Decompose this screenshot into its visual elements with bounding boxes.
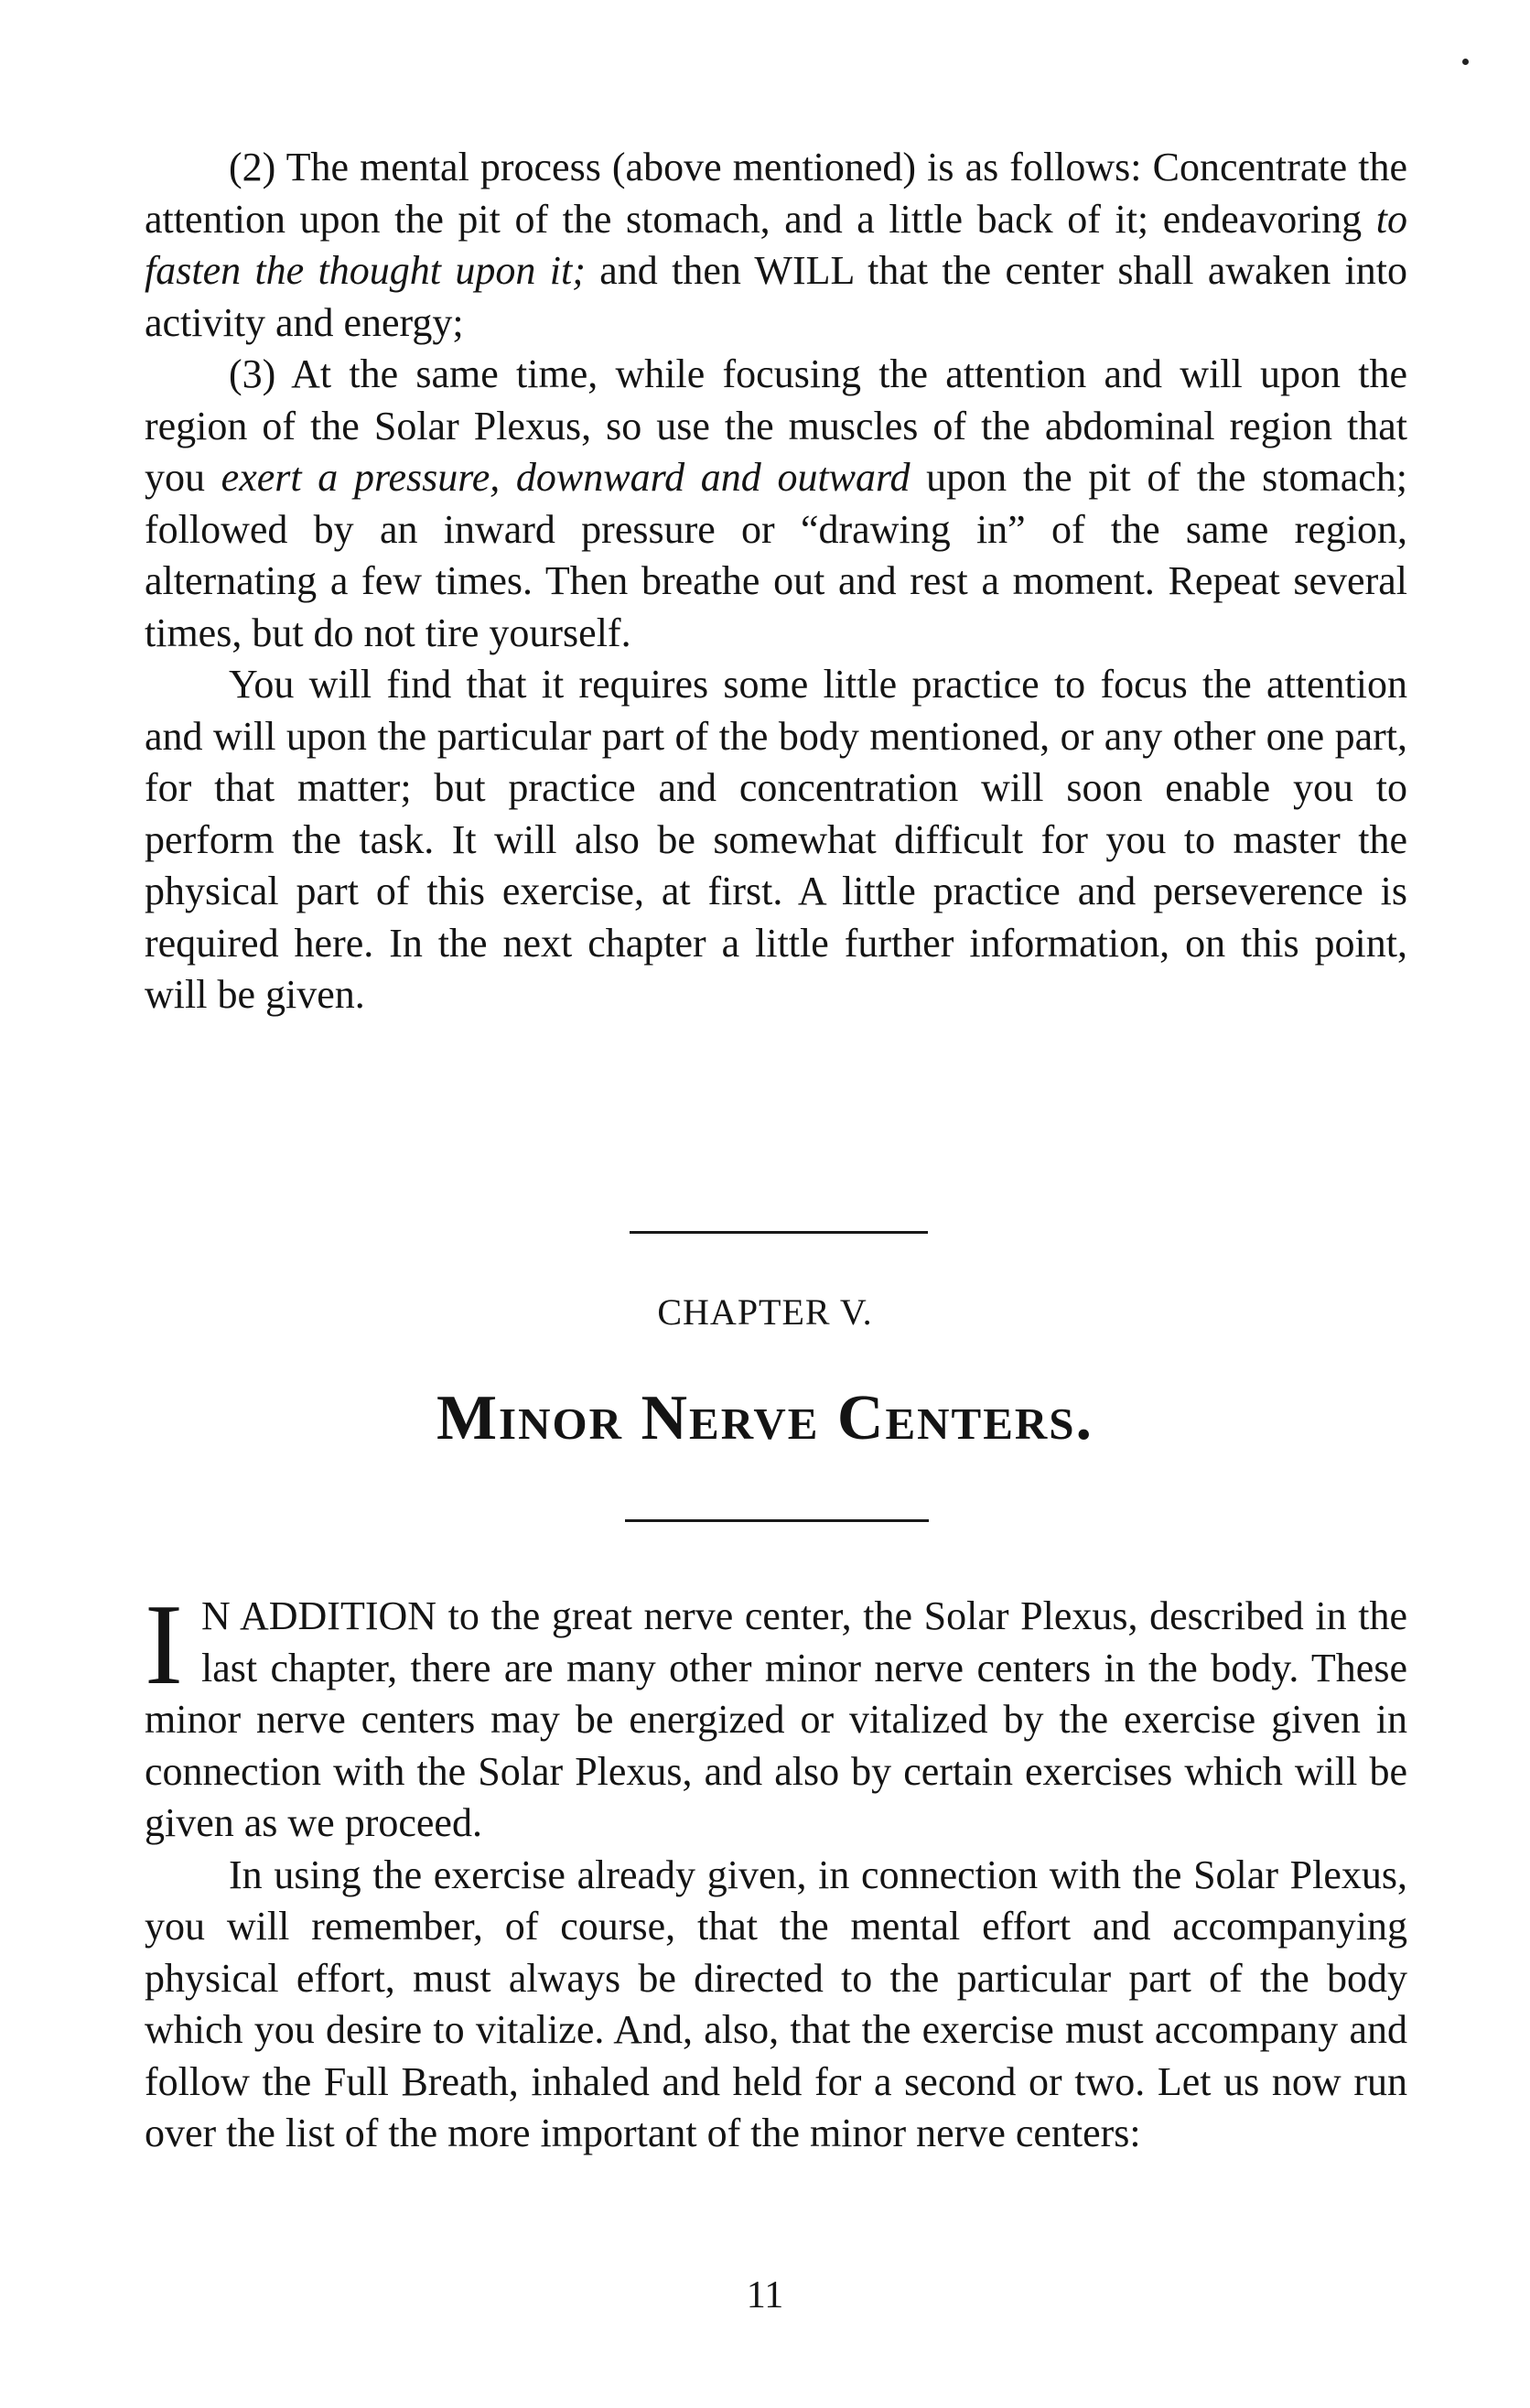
opening-paragraph: I N ADDITION to the great nerve center, the Solar Plexus, described in the last chapter, there are many other minor nerve centers in the body. These minor nerve centers may be energized or vitalized by the exercise given in connection with the Solar Plexus, and also by certain exercises which will be given as we proceed. <box>145 1582 1407 1845</box>
chapter-label: CHAPTER V. <box>657 1291 873 1333</box>
paragraph-exercise: In using the exercise already given, in connection with the Solar Plexus, you will remember, of course, that the mental effort and accompanying physical effort, must always be directed to the particular part of the body which you desire to vitalize. And, also, that the exercise must accompany and follow the Full Breath, inhaled and held for a second or two. Let us now run over the list of the more important of the minor nerve centers: <box>145 1852 1407 2155</box>
paragraph-practice: You will find that it requires some little practice to focus the attention and will upon the particular part of the body mentioned, or any other one part, for that matter; but practice and concentration will soon enable you to perform the task. It will also be somewhat difficult for you to master the physical part of this exercise, at first. A little practice and perseverence is required here. In the next chapter a little further information, on this point, will be given. <box>145 662 1407 1017</box>
divider-rule <box>625 1519 929 1522</box>
italic-phrase: to fasten the thought upon it; <box>145 196 1407 293</box>
page-number: 11 <box>746 2274 784 2316</box>
divider-rule <box>630 1231 928 1234</box>
section-two-text <box>145 1582 1407 2160</box>
chapter-title: Minor Nerve Centers. <box>436 1383 1094 1453</box>
section-one-text <box>145 142 1407 1021</box>
corner-speck <box>1462 59 1469 65</box>
paragraph-step-3: (3) At the same time, while focusing the attention and will upon the region of the Solar Plexus, so use the muscles of the abdominal region that you exert a pressure, downward and outward upon the pit of the stomach; followed by an inward pressure or “drawing in” of the same region, alternating a few times. Then breathe out and rest a moment. Repeat several times, but do not tire yourself. <box>145 351 1407 655</box>
italic-phrase: exert a pressure, downward and outward <box>221 455 910 500</box>
drop-cap: I <box>145 1582 183 1709</box>
paragraph-step-2: (2) The mental process (above mentioned) is as follows: Concentrate the attention upon the pit of the stomach, and a little back of it; endeavoring to fasten the thought upon it; and then WILL that the center shall awaken into activity and energy; <box>145 145 1408 345</box>
